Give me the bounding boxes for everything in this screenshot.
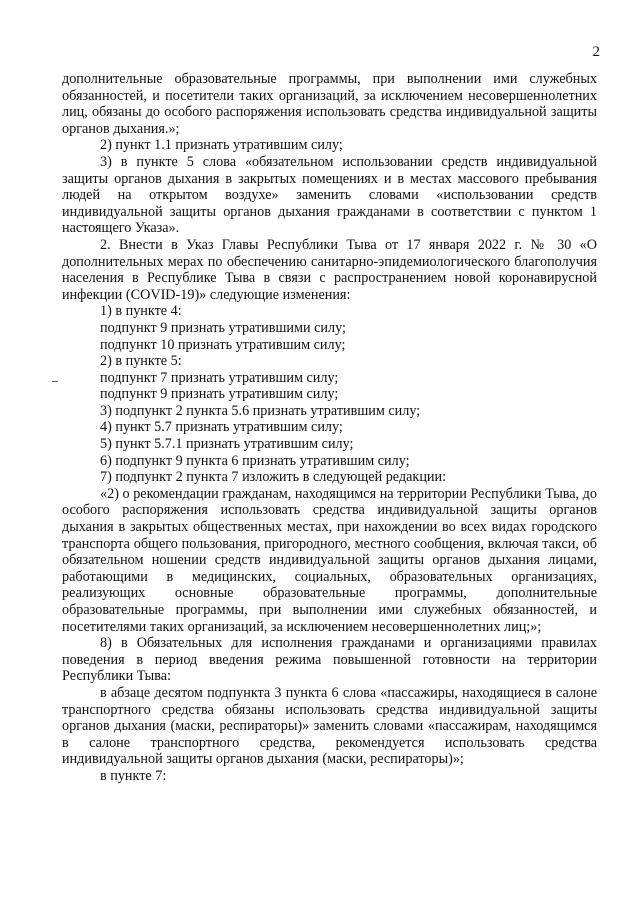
paragraph-quoted-text: «2) о рекомендации гражданам, находящимся на территории Республики Тыва, до особого распоряжения использовать средства индивидуальной защиты органов дыхания в закрытых общественных местах, при нахождении во всех видах городского транспорта общего пользования, пригородного, местного сообщения, включая такси, об обязательном ношении средств индивидуальной защиты органов дыхания лицами, работающими в медицинских, социальных, образовательных организациях, реализующих основные образовательные программы, дополнительные образовательные программы, при выполнении ими служебных обязанностей, и посетителями таких организаций, за исключением несовершеннолетних лиц;»;: [62, 485, 597, 635]
paragraph-list-item: подпункт 9 признать утратившими силу;: [100, 319, 346, 336]
document-body: [62, 71, 597, 785]
paragraph-item-2: 2) пункт 1.1 признать утратившим силу;: [100, 137, 343, 154]
page-number: 2: [592, 44, 600, 60]
paragraph-list-item: 3) подпункт 2 пункта 5.6 признать утратившим силу;: [100, 402, 421, 419]
paragraph-list-item: в пункте 7:: [100, 767, 167, 784]
paragraph-item-3: 3) в пункте 5 слова «обязательном использовании средств индивидуальной защиты органов дыхания в закрытых помещениях и в местах массового пребывания людей на открытом воздухе» заменить словами «использовании средств индивидуальной защиты органов дыхания гражданами в соответствии с пунктом 1 настоящего Указа».: [62, 153, 597, 237]
paragraph-list-item: подпункт 10 признать утратившим силу;: [100, 336, 346, 353]
paragraph-list-item: 1) в пункте 4:: [100, 303, 182, 320]
paragraph-list-item: 6) подпункт 9 пункта 6 признать утратившим силу;: [100, 452, 410, 469]
paragraph-list-item: подпункт 7 признать утратившим силу;: [100, 369, 339, 386]
paragraph-list-item: 5) пункт 5.7.1 признать утратившим силу;: [100, 436, 354, 453]
paragraph-list-item: подпункт 9 признать утратившим силу;: [100, 386, 339, 403]
paragraph-section-2: 2. Внести в Указ Главы Республики Тыва от 17 января 2022 г. № 30 «О дополнительных мерах по обеспечению санитарно-эпидемиологического благополучия населения в Республике Тыва в связи с распространением новой коронавирусной инфекции (COVID-19)» следующие изменения:: [62, 236, 597, 303]
paragraph-list-item: 7) подпункт 2 пункта 7 изложить в следующей редакции:: [100, 469, 447, 486]
paragraph-item-8: 8) в Обязательных для исполнения гражданами и организациями правилах поведения в период введения режима повышенной готовности на территории Республики Тыва:: [62, 635, 597, 685]
paragraph-list-item: 4) пункт 5.7 признать утратившим силу;: [100, 419, 343, 436]
paragraph-amendment: в абзаце десятом подпункта 3 пункта 6 слова «пассажиры, находящиеся в салоне транспортного средства обязаны использовать средства индивидуальной защиты органов дыхания (маски, респираторы)» заменить словами «пассажирам, находящимся в салоне транспортного средства, рекомендуется использовать средства индивидуальной защиты органов дыхания (маски, респираторы)»;: [62, 684, 597, 768]
margin-mark: [52, 381, 58, 382]
paragraph-list-item: 2) в пункте 5:: [100, 353, 182, 370]
paragraph-continuation: дополнительные образовательные программы, при выполнении ими служебных обязанностей, и посетители таких организаций, за исключением несовершеннолетних лиц, обязаны до особого распоряжения использовать средства индивидуальной защиты органов дыхания.»;: [62, 71, 597, 137]
